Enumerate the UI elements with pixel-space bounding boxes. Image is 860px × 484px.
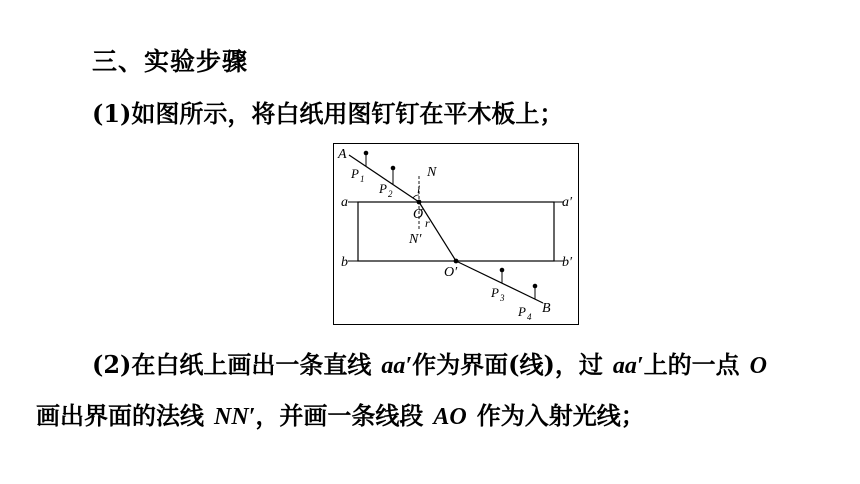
label-p2-sub: 2 xyxy=(388,189,393,199)
label-p4-sub: 4 xyxy=(527,312,532,322)
label-p4: P xyxy=(518,304,526,319)
step-2-line-1 xyxy=(92,345,767,380)
point-o xyxy=(417,200,422,205)
label-p1: P xyxy=(351,166,359,181)
label-n-prime: N′ xyxy=(409,232,422,247)
var-ao: AO xyxy=(433,404,467,430)
step-2-part-2: 作为界面(线)，过 xyxy=(412,350,603,379)
point-o-prime xyxy=(454,259,459,264)
step-2-part-3: 上的一点 xyxy=(643,350,740,379)
label-o-prime: O′ xyxy=(444,265,458,280)
glass-block xyxy=(358,202,554,261)
label-a-prime: a′ xyxy=(562,195,573,210)
label-p1-sub: 1 xyxy=(360,174,365,184)
var-nn-prime: NN′ xyxy=(214,404,256,430)
label-p3: P xyxy=(491,285,499,300)
section-heading: 三、实验步骤 xyxy=(92,47,249,76)
label-b-point: B xyxy=(542,301,551,316)
label-a-left: a xyxy=(341,195,348,210)
label-a-point: A xyxy=(338,147,347,162)
var-o: O xyxy=(749,353,767,379)
label-angle-r: r xyxy=(425,216,430,230)
label-p3-sub: 3 xyxy=(500,293,505,303)
step-2b-part-1: 画出界面的法线 xyxy=(36,401,204,430)
label-b-left: b xyxy=(341,255,348,270)
step-2b-part-2: ，并画一条线段 xyxy=(255,401,424,430)
step-2b-part-3: 作为入射光线； xyxy=(476,401,645,430)
refracted-ray xyxy=(419,202,456,261)
step-2-part-1: (2)在白纸上画出一条直线 xyxy=(92,350,372,379)
var-aa-prime-2: aa′ xyxy=(612,353,644,379)
diagram-frame xyxy=(334,144,579,325)
label-b-prime: b′ xyxy=(562,255,573,270)
refraction-diagram xyxy=(333,143,579,325)
step-1-text: (1)如图所示，将白纸用图钉钉在平木板上； xyxy=(92,99,564,128)
label-angle-i: i xyxy=(417,182,421,196)
var-aa-prime-1: aa′ xyxy=(381,353,413,379)
label-o: O xyxy=(413,207,424,222)
label-p2: P xyxy=(379,181,387,196)
label-n: N xyxy=(427,165,437,180)
step-2-line-2 xyxy=(36,396,645,431)
